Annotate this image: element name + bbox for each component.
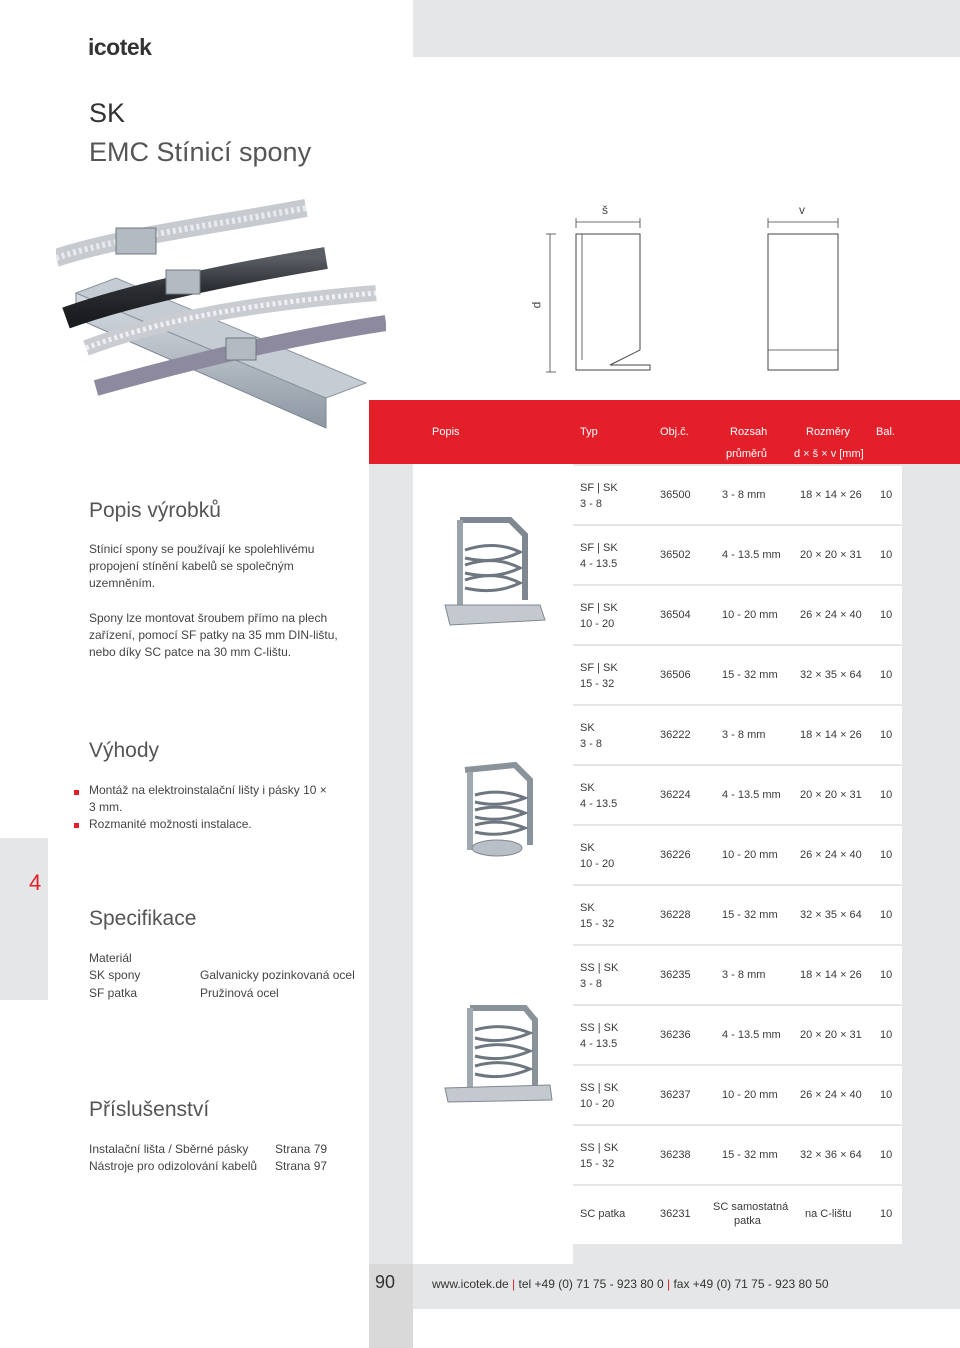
cell-rozmery: 18 × 14 × 26 xyxy=(800,969,862,981)
popis-paragraph-1: Stínicí spony se používají ke spolehlivému propojení stínění kabelů se společným uzemněním. xyxy=(89,542,315,590)
cell-rozsah: 15 - 32 mm xyxy=(722,909,778,921)
cell-typ: SS | SK xyxy=(580,1142,619,1154)
spec-row-1-value: Galvanicky pozinkovaná ocel xyxy=(200,968,355,982)
cell-obj: 36504 xyxy=(660,609,691,621)
cell-rozmery: 18 × 14 × 26 xyxy=(800,489,862,501)
cell-typ: SF | SK xyxy=(580,482,618,494)
brand-logo: icotek xyxy=(88,34,152,60)
cell-typ-range: 4 - 13.5 xyxy=(580,1038,618,1050)
cell-typ: SK xyxy=(580,782,595,794)
col-header-rozsah-2: průměrů xyxy=(726,448,767,460)
dimension-label-s: š xyxy=(602,203,608,217)
heading-popis: Popis výrobků xyxy=(89,499,221,522)
cell-bal: 10 xyxy=(880,729,893,741)
cell-obj: 36238 xyxy=(660,1149,691,1161)
footer-fax: fax +49 (0) 71 75 - 923 80 50 xyxy=(673,1277,829,1291)
spec-row-2-key: SF patka xyxy=(89,986,138,1000)
cell-bal: 10 xyxy=(880,909,893,921)
cell-rozsah: 3 - 8 mm xyxy=(722,489,766,501)
cell-rozsah: 4 - 13.5 mm xyxy=(722,789,781,801)
page-number: 90 xyxy=(375,1272,396,1292)
heading-specifikace: Specifikace xyxy=(89,907,197,930)
cell-typ: SS | SK xyxy=(580,962,619,974)
cell-rozmery: 18 × 14 × 26 xyxy=(800,729,862,741)
cell-rozsah: 3 - 8 mm xyxy=(722,969,766,981)
product-photo xyxy=(56,198,386,433)
last-row-bal: 10 xyxy=(880,1208,893,1220)
page-subtitle: EMC Stínicí spony xyxy=(89,137,312,167)
col-header-rozmery: Rozměry xyxy=(806,426,851,438)
vyhody-item-1: Montáž na elektroinstalační lišty i pásky 10 × 3 mm. xyxy=(89,783,327,814)
cell-rozmery: 26 × 24 × 40 xyxy=(800,609,862,621)
cell-bal: 10 xyxy=(880,969,893,981)
dimension-label-v: v xyxy=(799,203,805,217)
chapter-number: 4 xyxy=(29,870,42,895)
footer-separator: | xyxy=(512,1277,516,1291)
cell-typ-range: 15 - 32 xyxy=(580,918,615,930)
vyhody-item-2: Rozmanité možnosti instalace. xyxy=(89,817,252,831)
cell-rozmery: 20 × 20 × 31 xyxy=(800,549,862,561)
cell-typ: SS | SK xyxy=(580,1022,619,1034)
cell-rozsah: 15 - 32 mm xyxy=(722,1149,778,1161)
dimension-drawing xyxy=(530,200,860,375)
cell-rozsah: 3 - 8 mm xyxy=(722,729,766,741)
cell-obj: 36235 xyxy=(660,969,691,981)
cell-rozmery: 20 × 20 × 31 xyxy=(800,789,862,801)
accessory-row-2-key: Nástroje pro odizolování kabelů xyxy=(89,1159,258,1173)
cell-bal: 10 xyxy=(880,669,893,681)
header-bar xyxy=(413,0,960,57)
col-header-rozsah: Rozsah xyxy=(730,426,768,438)
cell-typ: SF | SK xyxy=(580,542,618,554)
accessory-row-1-value: Strana 79 xyxy=(275,1142,328,1156)
product-image-ss-sk xyxy=(440,1000,555,1110)
bullet-icon xyxy=(74,790,79,795)
cell-obj: 36224 xyxy=(660,789,691,801)
bullet-icon xyxy=(74,823,79,828)
cell-typ-range: 10 - 20 xyxy=(580,1098,615,1110)
cell-obj: 36506 xyxy=(660,669,691,681)
last-row-rozsah-1: SC samostatná xyxy=(713,1201,789,1213)
cell-bal: 10 xyxy=(880,609,893,621)
chapter-tab xyxy=(0,838,48,1000)
cell-bal: 10 xyxy=(880,789,893,801)
cell-typ-range: 3 - 8 xyxy=(580,978,603,990)
cell-typ-range: 10 - 20 xyxy=(580,858,615,870)
cell-bal: 10 xyxy=(880,1089,893,1101)
dimension-label-d: d xyxy=(529,301,544,309)
spec-row-2-value: Pružinová ocel xyxy=(200,986,279,1000)
col-header-typ: Typ xyxy=(580,426,598,438)
col-header-obj: Obj.č. xyxy=(660,426,689,438)
cell-rozmery: 32 × 36 × 64 xyxy=(800,1149,862,1161)
cell-typ-range: 3 - 8 xyxy=(580,738,603,750)
cell-bal: 10 xyxy=(880,1149,893,1161)
heading-prislusenstvi: Příslušenství xyxy=(89,1098,210,1121)
cell-typ-range: 15 - 32 xyxy=(580,678,615,690)
cell-obj: 36237 xyxy=(660,1089,691,1101)
cell-rozmery: 32 × 35 × 64 xyxy=(800,909,862,921)
cell-typ: SK xyxy=(580,722,595,734)
cell-rozmery: 20 × 20 × 31 xyxy=(800,1029,862,1041)
footer-separator: | xyxy=(666,1277,671,1291)
cell-bal: 10 xyxy=(880,549,893,561)
last-row-obj: 36231 xyxy=(660,1208,691,1220)
last-row-typ: SC patka xyxy=(580,1208,626,1220)
last-row-rozsah-2: patka xyxy=(734,1215,761,1227)
popis-paragraph-2: Spony lze montovat šroubem přímo na plech zařízení, pomocí SF patky na 35 mm DIN-lištu, nebo díky SC patce na 30 mm C-lištu. xyxy=(89,611,338,659)
cell-rozsah: 10 - 20 mm xyxy=(722,1089,778,1101)
cell-rozsah: 4 - 13.5 mm xyxy=(722,1029,781,1041)
cell-typ-range: 3 - 8 xyxy=(580,498,603,510)
footer-phone: tel +49 (0) 71 75 - 923 80 0 xyxy=(518,1277,664,1291)
cell-obj: 36236 xyxy=(660,1029,691,1041)
accessory-row-1-key: Instalační lišta / Sběrné pásky xyxy=(89,1142,249,1156)
cell-typ-range: 4 - 13.5 xyxy=(580,558,618,570)
cell-obj: 36228 xyxy=(660,909,691,921)
cell-typ: SK xyxy=(580,842,595,854)
cell-typ-range: 15 - 32 xyxy=(580,1158,615,1170)
cell-rozsah: 10 - 20 mm xyxy=(722,609,778,621)
col-header-bal: Bal. xyxy=(876,426,895,438)
spec-label: Materiál xyxy=(89,951,132,965)
cell-rozmery: 26 × 24 × 40 xyxy=(800,1089,862,1101)
last-row-rozmery: na C-lištu xyxy=(805,1208,852,1220)
cell-rozsah: 4 - 13.5 mm xyxy=(722,549,781,561)
cell-rozmery: 26 × 24 × 40 xyxy=(800,849,862,861)
cell-obj: 36500 xyxy=(660,489,691,501)
footer-website-link[interactable]: www.icotek.de xyxy=(432,1277,509,1291)
cell-typ: SS | SK xyxy=(580,1082,619,1094)
cell-typ: SF | SK xyxy=(580,602,618,614)
cell-typ: SK xyxy=(580,902,595,914)
cell-rozsah: 10 - 20 mm xyxy=(722,849,778,861)
col-header-popis: Popis xyxy=(432,426,460,438)
cell-rozsah: 15 - 32 mm xyxy=(722,669,778,681)
accessory-row-2-value: Strana 97 xyxy=(275,1159,328,1173)
footer-contact xyxy=(432,1277,829,1291)
col-header-rozmery-2: d × š × v [mm] xyxy=(794,448,864,460)
cell-obj: 36226 xyxy=(660,849,691,861)
product-image-sk xyxy=(455,760,545,860)
cell-rozmery: 32 × 35 × 64 xyxy=(800,669,862,681)
cell-obj: 36502 xyxy=(660,549,691,561)
cell-typ-range: 10 - 20 xyxy=(580,618,615,630)
cell-bal: 10 xyxy=(880,1029,893,1041)
cell-bal: 10 xyxy=(880,489,893,501)
cell-bal: 10 xyxy=(880,849,893,861)
cell-typ-range: 4 - 13.5 xyxy=(580,798,618,810)
cell-obj: 36222 xyxy=(660,729,691,741)
product-image-sf-sk xyxy=(440,510,550,630)
page-title: SK xyxy=(89,98,126,128)
spec-row-1-key: SK spony xyxy=(89,968,141,982)
cell-typ: SF | SK xyxy=(580,662,618,674)
heading-vyhody: Výhody xyxy=(89,739,160,762)
